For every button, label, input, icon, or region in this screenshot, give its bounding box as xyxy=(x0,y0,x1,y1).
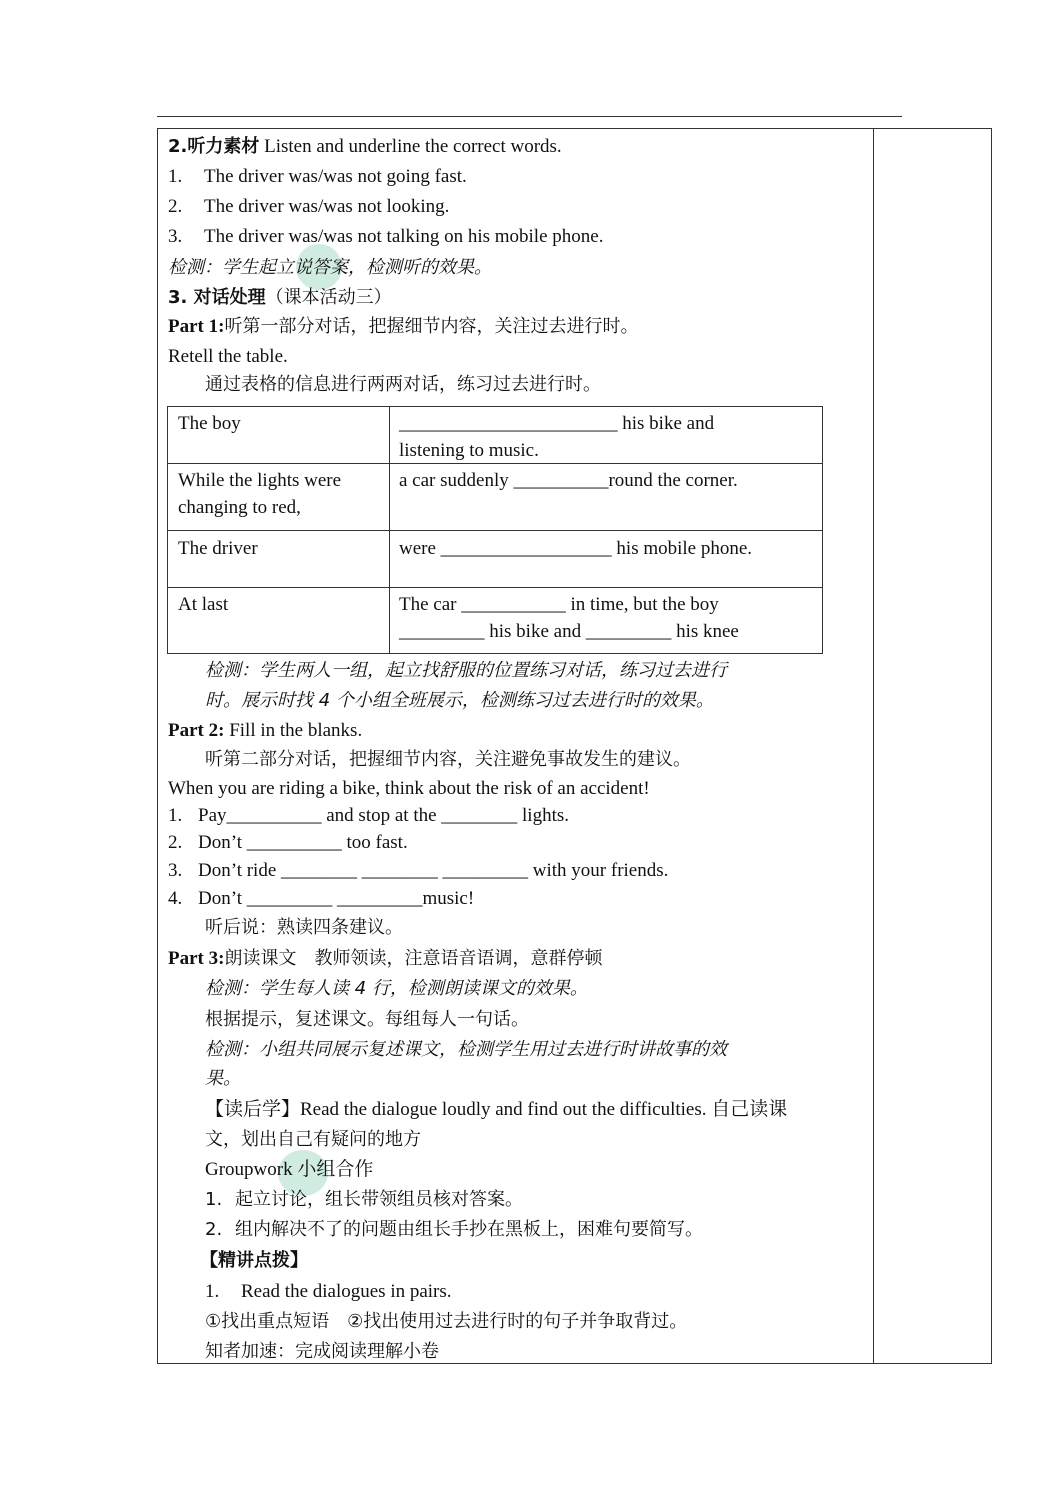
after-reading-line: 【读后学】Read the dialogue loudly and find out the difficulties. 自己读课 xyxy=(205,1099,788,1120)
part2-lead: When you are riding a bike, think about the risk of an accident! xyxy=(168,778,650,799)
section2-item: 3. The driver was/was not talking on his mobile phone. xyxy=(168,226,604,247)
notes-column-divider xyxy=(873,128,874,1364)
section3-title: 3. 对话处理（课本活动三） xyxy=(168,287,392,308)
part2-item: 4. Don’t _________ _________music! xyxy=(168,888,475,909)
table-cell-left: While the lights were changing to red, xyxy=(178,470,342,518)
table-cell-right: were __________________ his mobile phone. xyxy=(399,538,753,559)
part2-after: 听后说：熟读四条建议。 xyxy=(205,917,403,938)
part1-instruction: 通过表格的信息进行两两对话，练习过去进行时。 xyxy=(205,374,601,395)
section2-check: 检测：学生起立说答案，检测听的效果。 xyxy=(168,257,492,278)
groupwork-item: 1. 起立讨论，组长带领组员核对答案。 xyxy=(205,1189,523,1210)
table-cell-left: The driver xyxy=(178,538,258,559)
section2-title: 2.听力素材 Listen and underline the correct words. xyxy=(168,136,562,157)
part3-heading: Part 3:朗读课文 教师领读，注意语音语调，意群停顿 xyxy=(168,948,603,969)
after-reading-line: 文，划出自己有疑问的地方 xyxy=(205,1129,421,1150)
table-cell-left: At last xyxy=(178,594,229,615)
table-cell-right: a car suddenly __________round the corner. xyxy=(399,470,738,491)
part3-retell: 根据提示，复述课文。每组每人一句话。 xyxy=(205,1009,529,1030)
part3-check: 检测：小组共同展示复述课文，检测学生用过去进行时讲故事的效 xyxy=(205,1039,727,1060)
part3-check: 果。 xyxy=(205,1068,241,1089)
part1-retell: Retell the table. xyxy=(168,346,288,367)
part1-heading: Part 1:听第一部分对话，把握细节内容，关注过去进行时。 xyxy=(168,316,639,337)
table-cell-right: The car ___________ in time, but the boy _________ his bike and _________ his knee xyxy=(399,594,739,642)
part3-check: 检测：学生每人读 4 行，检测朗读课文的效果。 xyxy=(205,978,588,999)
table-divider xyxy=(167,530,823,531)
part2-instruction: 听第二部分对话，把握细节内容，关注避免事故发生的建议。 xyxy=(205,749,691,770)
section2-item: 1. The driver was/was not going fast. xyxy=(168,166,467,187)
key-points-line: ①找出重点短语 ②找出使用过去进行时的句子并争取背过。 xyxy=(205,1311,688,1332)
part2-item: 3. Don’t ride ________ ________ _________ with your friends. xyxy=(168,860,669,881)
part2-item: 2. Don’t __________ too fast. xyxy=(168,832,408,853)
table-column-divider xyxy=(389,406,390,654)
key-points-item: 1. Read the dialogues in pairs. xyxy=(205,1281,452,1302)
table-cell-left: The boy xyxy=(178,413,241,434)
part2-item: 1. Pay__________ and stop at the ________ lights. xyxy=(168,805,570,826)
part2-heading: Part 2: Fill in the blanks. xyxy=(168,720,363,741)
groupwork-heading: Groupwork 小组合作 xyxy=(205,1159,374,1180)
header-rule xyxy=(157,116,902,117)
groupwork-item: 2. 组内解决不了的问题由组长手抄在黑板上，困难句要简写。 xyxy=(205,1219,703,1240)
part1-check: 检测：学生两人一组，起立找舒服的位置练习对话，练习过去进行 xyxy=(205,660,727,681)
table-divider xyxy=(167,587,823,588)
key-points-title: 【精讲点拨】 xyxy=(200,1250,308,1271)
key-points-line: 知者加速：完成阅读理解小卷 xyxy=(205,1341,439,1362)
section2-item: 2. The driver was/was not looking. xyxy=(168,196,450,217)
table-cell-right: _______________________ his bike and listening to music. xyxy=(399,413,715,461)
part1-check: 时。展示时找 4 个小组全班展示，检测练习过去进行时的效果。 xyxy=(205,690,714,711)
